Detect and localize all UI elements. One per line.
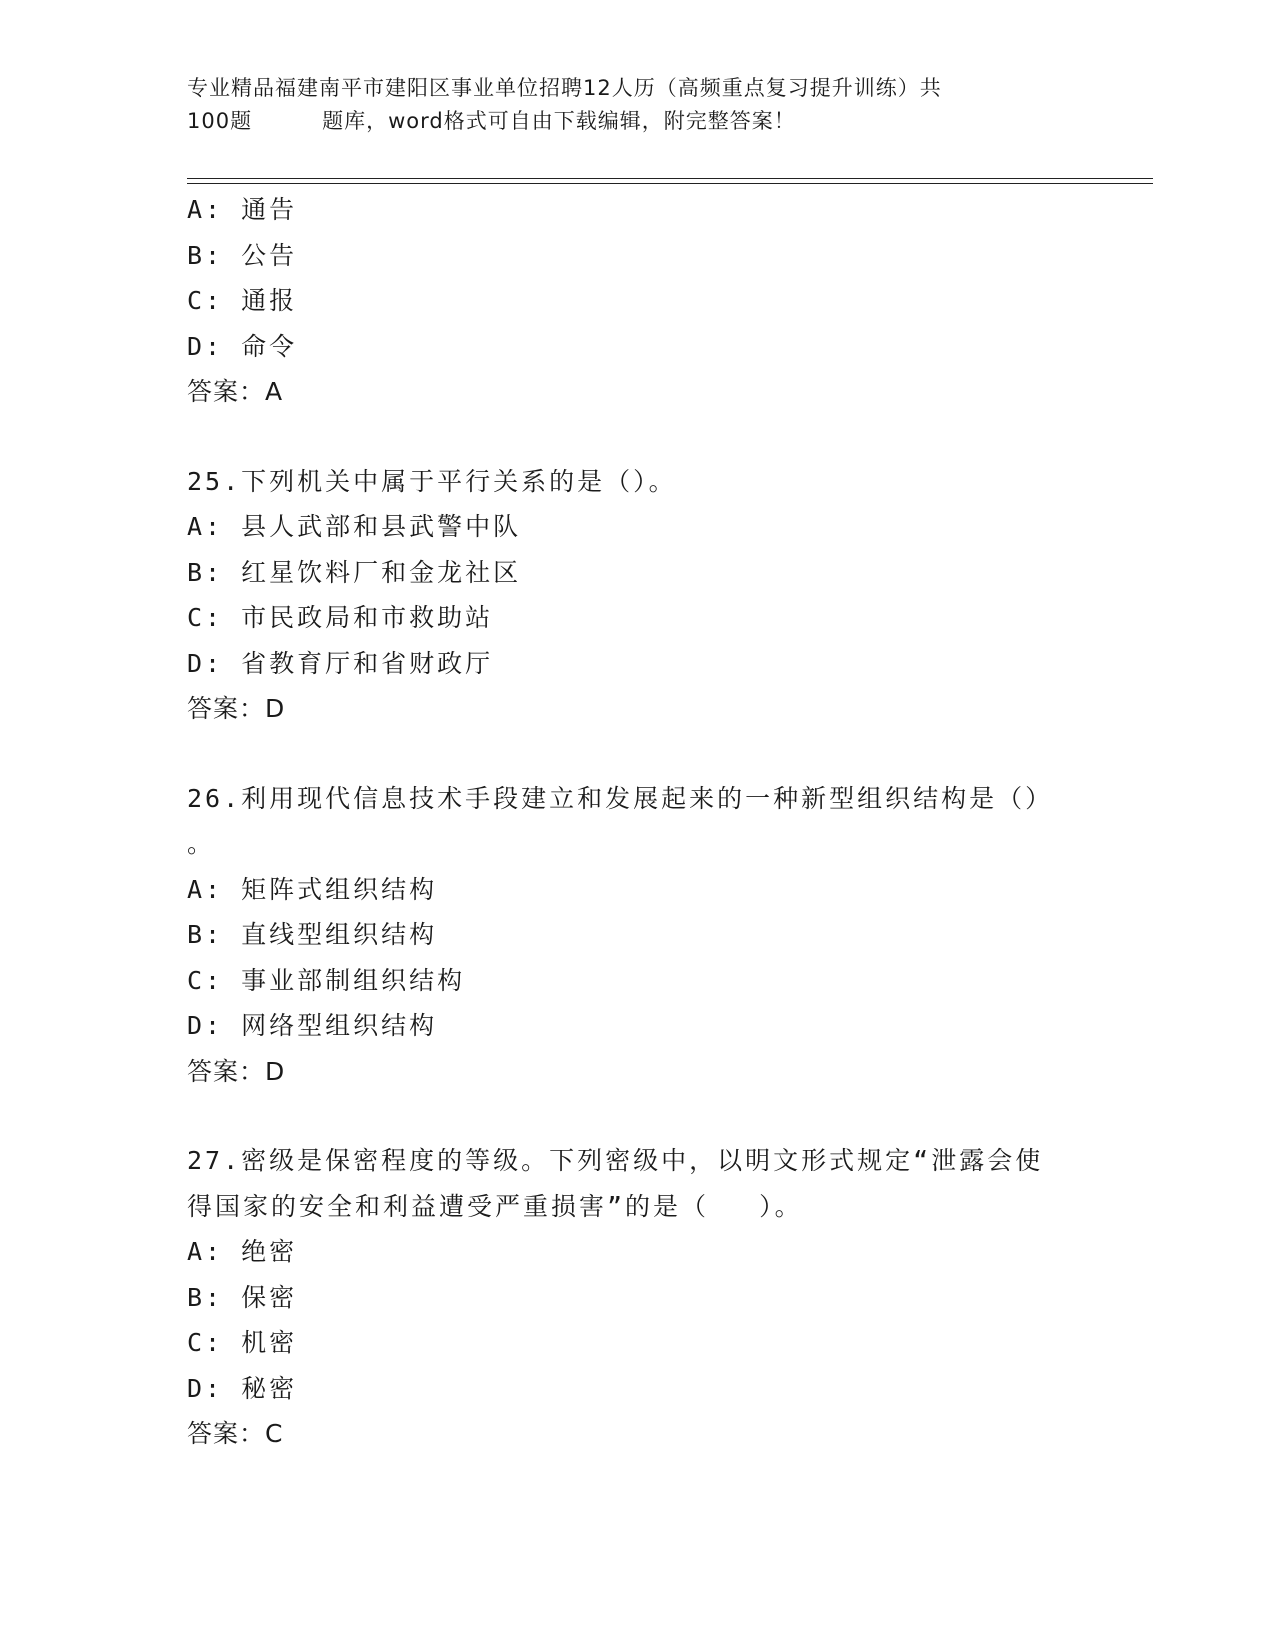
- question-text: 27.密级是保密程度的等级。下列密级中，以明文形式规定“泄露会使: [187, 1146, 1044, 1175]
- option-d: D: 秘密: [187, 1373, 298, 1403]
- question-text-continued: 得国家的安全和利益遭受严重损害”的是（ ）。: [187, 1191, 803, 1221]
- header-divider-top: [187, 178, 1153, 179]
- question-text: 25.下列机关中属于平行关系的是（）。: [187, 466, 677, 496]
- header-line-2: [187, 105, 1087, 138]
- question-block-25: [187, 459, 1087, 732]
- header-line-1: 专业精品福建南平市建阳区事业单位招聘12人历（高频重点复习提升训练）共: [187, 76, 942, 100]
- option-a: A: 绝密: [187, 1237, 298, 1266]
- option-b: B: 保密: [187, 1282, 298, 1312]
- option-d: D: 省教育厅和省财政厅: [187, 648, 494, 678]
- option-c: C: 市民政局和市救助站: [187, 603, 494, 632]
- header-divider-bottom: [187, 183, 1153, 184]
- question-block-26: [187, 776, 1087, 1095]
- answer-line: 答案：C: [187, 1419, 284, 1448]
- option-d: D: 命令: [187, 331, 298, 361]
- option-b: B: 直线型组织结构: [187, 920, 438, 949]
- option-c: C: 事业部制组织结构: [187, 965, 466, 995]
- question-text: 26.利用现代信息技术手段建立和发展起来的一种新型组织结构是（）: [187, 783, 1054, 813]
- answer-line: 答案：D: [187, 694, 286, 723]
- question-block-27: [187, 1138, 1087, 1457]
- option-b: B: 公告: [187, 240, 298, 270]
- option-a: A: 县人武部和县武警中队: [187, 512, 522, 541]
- option-b: B: 红星饮料厂和金龙社区: [187, 557, 522, 587]
- option-c: C: 通报: [187, 286, 298, 315]
- option-d: D: 网络型组织结构: [187, 1011, 438, 1040]
- option-a: A: 通告: [187, 195, 298, 224]
- answer-line: 答案：A: [187, 377, 284, 406]
- question-list: [187, 187, 1087, 1457]
- option-c: C: 机密: [187, 1328, 298, 1357]
- answer-line: 答案：D: [187, 1056, 286, 1086]
- question-text-continued: 。: [187, 829, 216, 858]
- question-block-24: [187, 187, 1087, 415]
- option-a: A: 矩阵式组织结构: [187, 874, 438, 904]
- header-question-count: 100题: [187, 109, 253, 133]
- document-header: [187, 72, 1087, 138]
- header-description: 题库，word格式可自由下载编辑，附完整答案！: [322, 109, 796, 133]
